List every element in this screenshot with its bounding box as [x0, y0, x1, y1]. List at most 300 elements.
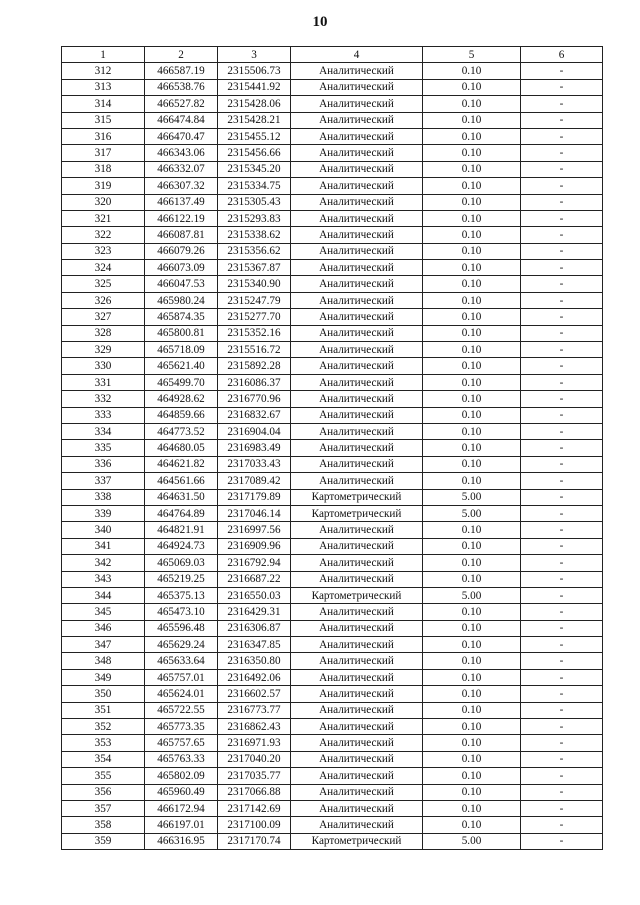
note-cell: - — [521, 555, 603, 571]
x-coordinate-cell: 465802.09 — [145, 768, 218, 784]
method-cell: Аналитический — [291, 210, 423, 226]
method-cell: Аналитический — [291, 194, 423, 210]
method-cell: Аналитический — [291, 178, 423, 194]
point-number-cell: 354 — [62, 751, 145, 767]
x-coordinate-cell: 466587.19 — [145, 63, 218, 79]
point-number-cell: 328 — [62, 325, 145, 341]
accuracy-cell: 0.10 — [423, 800, 521, 816]
x-coordinate-cell: 465874.35 — [145, 309, 218, 325]
note-cell: - — [521, 325, 603, 341]
accuracy-cell: 0.10 — [423, 210, 521, 226]
method-cell: Аналитический — [291, 63, 423, 79]
y-coordinate-cell: 2317035.77 — [218, 768, 291, 784]
note-cell: - — [521, 342, 603, 358]
coordinates-table — [61, 46, 603, 850]
method-cell: Аналитический — [291, 112, 423, 128]
point-number-cell: 358 — [62, 817, 145, 833]
x-coordinate-cell: 466474.84 — [145, 112, 218, 128]
point-number-cell: 335 — [62, 440, 145, 456]
point-number-cell: 326 — [62, 292, 145, 308]
y-coordinate-cell: 2315334.75 — [218, 178, 291, 194]
accuracy-cell: 0.10 — [423, 440, 521, 456]
accuracy-cell: 0.10 — [423, 653, 521, 669]
note-cell: - — [521, 702, 603, 718]
note-cell: - — [521, 800, 603, 816]
page-number: 10 — [312, 14, 328, 30]
x-coordinate-cell: 466172.94 — [145, 800, 218, 816]
point-number-cell: 346 — [62, 620, 145, 636]
method-cell: Картометрический — [291, 587, 423, 603]
point-number-cell: 323 — [62, 243, 145, 259]
table-row — [62, 555, 603, 571]
point-number-cell: 359 — [62, 833, 145, 849]
method-cell: Аналитический — [291, 440, 423, 456]
accuracy-cell: 0.10 — [423, 473, 521, 489]
table-row — [62, 260, 603, 276]
accuracy-cell: 0.10 — [423, 751, 521, 767]
y-coordinate-cell: 2316773.77 — [218, 702, 291, 718]
point-number-cell: 317 — [62, 145, 145, 161]
y-coordinate-cell: 2315340.90 — [218, 276, 291, 292]
note-cell: - — [521, 243, 603, 259]
x-coordinate-cell: 465960.49 — [145, 784, 218, 800]
table-row — [62, 423, 603, 439]
table-row — [62, 210, 603, 226]
x-coordinate-cell: 465633.64 — [145, 653, 218, 669]
x-coordinate-cell: 465722.55 — [145, 702, 218, 718]
accuracy-cell: 0.10 — [423, 555, 521, 571]
x-coordinate-cell: 466137.49 — [145, 194, 218, 210]
y-coordinate-cell: 2316492.06 — [218, 669, 291, 685]
x-coordinate-cell: 465980.24 — [145, 292, 218, 308]
y-coordinate-cell: 2315247.79 — [218, 292, 291, 308]
x-coordinate-cell: 465375.13 — [145, 587, 218, 603]
table-row — [62, 817, 603, 833]
y-coordinate-cell: 2316347.85 — [218, 637, 291, 653]
y-coordinate-cell: 2316086.37 — [218, 374, 291, 390]
point-number-cell: 332 — [62, 391, 145, 407]
method-cell: Аналитический — [291, 538, 423, 554]
method-cell: Аналитический — [291, 243, 423, 259]
y-coordinate-cell: 2317040.20 — [218, 751, 291, 767]
point-number-cell: 348 — [62, 653, 145, 669]
y-coordinate-cell: 2315455.12 — [218, 128, 291, 144]
point-number-cell: 352 — [62, 719, 145, 735]
note-cell: - — [521, 145, 603, 161]
x-coordinate-cell: 464773.52 — [145, 423, 218, 439]
accuracy-cell: 0.10 — [423, 669, 521, 685]
y-coordinate-cell: 2316997.56 — [218, 522, 291, 538]
y-coordinate-cell: 2317170.74 — [218, 833, 291, 849]
note-cell: - — [521, 423, 603, 439]
method-cell: Аналитический — [291, 128, 423, 144]
accuracy-cell: 0.10 — [423, 817, 521, 833]
method-cell: Картометрический — [291, 489, 423, 505]
note-cell: - — [521, 637, 603, 653]
y-coordinate-cell: 2316983.49 — [218, 440, 291, 456]
note-cell: - — [521, 112, 603, 128]
y-coordinate-cell: 2315516.72 — [218, 342, 291, 358]
table-row — [62, 505, 603, 521]
x-coordinate-cell: 466073.09 — [145, 260, 218, 276]
y-coordinate-cell: 2317033.43 — [218, 456, 291, 472]
method-cell: Аналитический — [291, 604, 423, 620]
y-coordinate-cell: 2317089.42 — [218, 473, 291, 489]
table-row — [62, 473, 603, 489]
note-cell: - — [521, 391, 603, 407]
table-row — [62, 784, 603, 800]
point-number-cell: 330 — [62, 358, 145, 374]
x-coordinate-cell: 464821.91 — [145, 522, 218, 538]
y-coordinate-cell: 2317179.89 — [218, 489, 291, 505]
note-cell: - — [521, 686, 603, 702]
x-coordinate-cell: 465069.03 — [145, 555, 218, 571]
method-cell: Аналитический — [291, 423, 423, 439]
accuracy-cell: 0.10 — [423, 227, 521, 243]
point-number-cell: 313 — [62, 79, 145, 95]
method-cell: Аналитический — [291, 555, 423, 571]
x-coordinate-cell: 466197.01 — [145, 817, 218, 833]
y-coordinate-cell: 2317142.69 — [218, 800, 291, 816]
accuracy-cell: 0.10 — [423, 735, 521, 751]
note-cell: - — [521, 128, 603, 144]
note-cell: - — [521, 620, 603, 636]
method-cell: Аналитический — [291, 735, 423, 751]
method-cell: Аналитический — [291, 669, 423, 685]
note-cell: - — [521, 571, 603, 587]
table-row — [62, 161, 603, 177]
table-row — [62, 800, 603, 816]
table-row — [62, 194, 603, 210]
y-coordinate-cell: 2316971.93 — [218, 735, 291, 751]
note-cell: - — [521, 653, 603, 669]
accuracy-cell: 0.10 — [423, 178, 521, 194]
accuracy-cell: 0.10 — [423, 538, 521, 554]
y-coordinate-cell: 2316909.96 — [218, 538, 291, 554]
y-coordinate-cell: 2315892.28 — [218, 358, 291, 374]
accuracy-cell: 0.10 — [423, 128, 521, 144]
note-cell: - — [521, 473, 603, 489]
table-row — [62, 79, 603, 95]
note-cell: - — [521, 79, 603, 95]
y-coordinate-cell: 2315352.16 — [218, 325, 291, 341]
note-cell: - — [521, 210, 603, 226]
accuracy-cell: 0.10 — [423, 112, 521, 128]
point-number-cell: 321 — [62, 210, 145, 226]
point-number-cell: 349 — [62, 669, 145, 685]
note-cell: - — [521, 751, 603, 767]
point-number-cell: 331 — [62, 374, 145, 390]
point-number-cell: 343 — [62, 571, 145, 587]
method-cell: Аналитический — [291, 161, 423, 177]
table-row — [62, 571, 603, 587]
x-coordinate-cell: 465596.48 — [145, 620, 218, 636]
accuracy-cell: 0.10 — [423, 145, 521, 161]
x-coordinate-cell: 464928.62 — [145, 391, 218, 407]
table-row — [62, 702, 603, 718]
accuracy-cell: 0.10 — [423, 260, 521, 276]
method-cell: Аналитический — [291, 473, 423, 489]
y-coordinate-cell: 2316770.96 — [218, 391, 291, 407]
table-row — [62, 358, 603, 374]
table-row — [62, 128, 603, 144]
x-coordinate-cell: 466538.76 — [145, 79, 218, 95]
x-coordinate-cell: 464859.66 — [145, 407, 218, 423]
point-number-cell: 314 — [62, 96, 145, 112]
point-number-cell: 333 — [62, 407, 145, 423]
note-cell: - — [521, 161, 603, 177]
point-number-cell: 345 — [62, 604, 145, 620]
note-cell: - — [521, 784, 603, 800]
y-coordinate-cell: 2315293.83 — [218, 210, 291, 226]
table-row — [62, 620, 603, 636]
table-row — [62, 145, 603, 161]
note-cell: - — [521, 227, 603, 243]
note-cell: - — [521, 768, 603, 784]
method-cell: Картометрический — [291, 505, 423, 521]
point-number-cell: 334 — [62, 423, 145, 439]
note-cell: - — [521, 407, 603, 423]
point-number-cell: 315 — [62, 112, 145, 128]
accuracy-cell: 0.10 — [423, 391, 521, 407]
point-number-cell: 340 — [62, 522, 145, 538]
x-coordinate-cell: 465757.65 — [145, 735, 218, 751]
x-coordinate-cell: 466087.81 — [145, 227, 218, 243]
accuracy-cell: 0.10 — [423, 79, 521, 95]
table-row — [62, 243, 603, 259]
table-row — [62, 374, 603, 390]
x-coordinate-cell: 465629.24 — [145, 637, 218, 653]
y-coordinate-cell: 2315367.87 — [218, 260, 291, 276]
x-coordinate-cell: 466307.32 — [145, 178, 218, 194]
y-coordinate-cell: 2317100.09 — [218, 817, 291, 833]
x-coordinate-cell: 465499.70 — [145, 374, 218, 390]
accuracy-cell: 0.10 — [423, 358, 521, 374]
point-number-cell: 356 — [62, 784, 145, 800]
column-header: 6 — [521, 47, 603, 63]
point-number-cell: 357 — [62, 800, 145, 816]
table-row — [62, 325, 603, 341]
note-cell: - — [521, 374, 603, 390]
table-row — [62, 768, 603, 784]
y-coordinate-cell: 2316862.43 — [218, 719, 291, 735]
method-cell: Аналитический — [291, 260, 423, 276]
x-coordinate-cell: 465763.33 — [145, 751, 218, 767]
note-cell: - — [521, 587, 603, 603]
note-cell: - — [521, 456, 603, 472]
point-number-cell: 320 — [62, 194, 145, 210]
method-cell: Аналитический — [291, 686, 423, 702]
method-cell: Аналитический — [291, 817, 423, 833]
note-cell: - — [521, 260, 603, 276]
x-coordinate-cell: 464631.50 — [145, 489, 218, 505]
point-number-cell: 342 — [62, 555, 145, 571]
method-cell: Аналитический — [291, 325, 423, 341]
accuracy-cell: 5.00 — [423, 833, 521, 849]
point-number-cell: 324 — [62, 260, 145, 276]
note-cell: - — [521, 194, 603, 210]
table-row — [62, 292, 603, 308]
method-cell: Аналитический — [291, 637, 423, 653]
x-coordinate-cell: 466047.53 — [145, 276, 218, 292]
x-coordinate-cell: 465473.10 — [145, 604, 218, 620]
point-number-cell: 339 — [62, 505, 145, 521]
x-coordinate-cell: 466316.95 — [145, 833, 218, 849]
table-row — [62, 735, 603, 751]
column-header: 2 — [145, 47, 218, 63]
table-row — [62, 276, 603, 292]
point-number-cell: 347 — [62, 637, 145, 653]
y-coordinate-cell: 2316602.57 — [218, 686, 291, 702]
accuracy-cell: 0.10 — [423, 161, 521, 177]
method-cell: Картометрический — [291, 833, 423, 849]
point-number-cell: 329 — [62, 342, 145, 358]
table-row — [62, 342, 603, 358]
table-row — [62, 489, 603, 505]
point-number-cell: 355 — [62, 768, 145, 784]
note-cell: - — [521, 96, 603, 112]
table-header-row — [62, 47, 603, 63]
table-row — [62, 686, 603, 702]
method-cell: Аналитический — [291, 522, 423, 538]
table-row — [62, 391, 603, 407]
y-coordinate-cell: 2316429.31 — [218, 604, 291, 620]
accuracy-cell: 0.10 — [423, 784, 521, 800]
y-coordinate-cell: 2316832.67 — [218, 407, 291, 423]
table-row — [62, 833, 603, 849]
x-coordinate-cell: 465773.35 — [145, 719, 218, 735]
y-coordinate-cell: 2315428.06 — [218, 96, 291, 112]
y-coordinate-cell: 2315441.92 — [218, 79, 291, 95]
accuracy-cell: 0.10 — [423, 522, 521, 538]
method-cell: Аналитический — [291, 145, 423, 161]
y-coordinate-cell: 2315456.66 — [218, 145, 291, 161]
x-coordinate-cell: 466079.26 — [145, 243, 218, 259]
table-row — [62, 227, 603, 243]
note-cell: - — [521, 489, 603, 505]
method-cell: Аналитический — [291, 571, 423, 587]
point-number-cell: 336 — [62, 456, 145, 472]
x-coordinate-cell: 466122.19 — [145, 210, 218, 226]
table-row — [62, 653, 603, 669]
accuracy-cell: 0.10 — [423, 325, 521, 341]
accuracy-cell: 0.10 — [423, 637, 521, 653]
x-coordinate-cell: 464561.66 — [145, 473, 218, 489]
note-cell: - — [521, 440, 603, 456]
method-cell: Аналитический — [291, 342, 423, 358]
table-row — [62, 751, 603, 767]
note-cell: - — [521, 719, 603, 735]
accuracy-cell: 5.00 — [423, 489, 521, 505]
note-cell: - — [521, 817, 603, 833]
note-cell: - — [521, 63, 603, 79]
accuracy-cell: 5.00 — [423, 587, 521, 603]
point-number-cell: 353 — [62, 735, 145, 751]
x-coordinate-cell: 466343.06 — [145, 145, 218, 161]
note-cell: - — [521, 522, 603, 538]
note-cell: - — [521, 604, 603, 620]
method-cell: Аналитический — [291, 407, 423, 423]
y-coordinate-cell: 2315338.62 — [218, 227, 291, 243]
accuracy-cell: 0.10 — [423, 702, 521, 718]
note-cell: - — [521, 669, 603, 685]
table-row — [62, 440, 603, 456]
accuracy-cell: 5.00 — [423, 505, 521, 521]
accuracy-cell: 0.10 — [423, 686, 521, 702]
method-cell: Аналитический — [291, 79, 423, 95]
x-coordinate-cell: 465621.40 — [145, 358, 218, 374]
table-row — [62, 63, 603, 79]
point-number-cell: 316 — [62, 128, 145, 144]
accuracy-cell: 0.10 — [423, 604, 521, 620]
accuracy-cell: 0.10 — [423, 309, 521, 325]
x-coordinate-cell: 466332.07 — [145, 161, 218, 177]
y-coordinate-cell: 2316350.80 — [218, 653, 291, 669]
y-coordinate-cell: 2315506.73 — [218, 63, 291, 79]
note-cell: - — [521, 178, 603, 194]
point-number-cell: 327 — [62, 309, 145, 325]
note-cell: - — [521, 735, 603, 751]
accuracy-cell: 0.10 — [423, 63, 521, 79]
point-number-cell: 338 — [62, 489, 145, 505]
method-cell: Аналитический — [291, 96, 423, 112]
y-coordinate-cell: 2316550.03 — [218, 587, 291, 603]
y-coordinate-cell: 2315428.21 — [218, 112, 291, 128]
x-coordinate-cell: 465219.25 — [145, 571, 218, 587]
note-cell: - — [521, 358, 603, 374]
method-cell: Аналитический — [291, 784, 423, 800]
point-number-cell: 351 — [62, 702, 145, 718]
method-cell: Аналитический — [291, 751, 423, 767]
method-cell: Аналитический — [291, 653, 423, 669]
method-cell: Аналитический — [291, 292, 423, 308]
table-row — [62, 112, 603, 128]
method-cell: Аналитический — [291, 620, 423, 636]
y-coordinate-cell: 2315356.62 — [218, 243, 291, 259]
y-coordinate-cell: 2315277.70 — [218, 309, 291, 325]
x-coordinate-cell: 465800.81 — [145, 325, 218, 341]
accuracy-cell: 0.10 — [423, 243, 521, 259]
x-coordinate-cell: 466527.82 — [145, 96, 218, 112]
note-cell: - — [521, 538, 603, 554]
x-coordinate-cell: 464764.89 — [145, 505, 218, 521]
table-row — [62, 309, 603, 325]
x-coordinate-cell: 464924.73 — [145, 538, 218, 554]
point-number-cell: 312 — [62, 63, 145, 79]
point-number-cell: 325 — [62, 276, 145, 292]
table-row — [62, 538, 603, 554]
note-cell: - — [521, 833, 603, 849]
table-row — [62, 96, 603, 112]
accuracy-cell: 0.10 — [423, 276, 521, 292]
table-row — [62, 637, 603, 653]
accuracy-cell: 0.10 — [423, 719, 521, 735]
method-cell: Аналитический — [291, 227, 423, 243]
table-row — [62, 522, 603, 538]
table-body — [62, 63, 603, 850]
accuracy-cell: 0.10 — [423, 456, 521, 472]
method-cell: Аналитический — [291, 276, 423, 292]
accuracy-cell: 0.10 — [423, 423, 521, 439]
y-coordinate-cell: 2316306.87 — [218, 620, 291, 636]
method-cell: Аналитический — [291, 456, 423, 472]
note-cell: - — [521, 276, 603, 292]
x-coordinate-cell: 466470.47 — [145, 128, 218, 144]
accuracy-cell: 0.10 — [423, 768, 521, 784]
y-coordinate-cell: 2317046.14 — [218, 505, 291, 521]
x-coordinate-cell: 464621.82 — [145, 456, 218, 472]
method-cell: Аналитический — [291, 309, 423, 325]
